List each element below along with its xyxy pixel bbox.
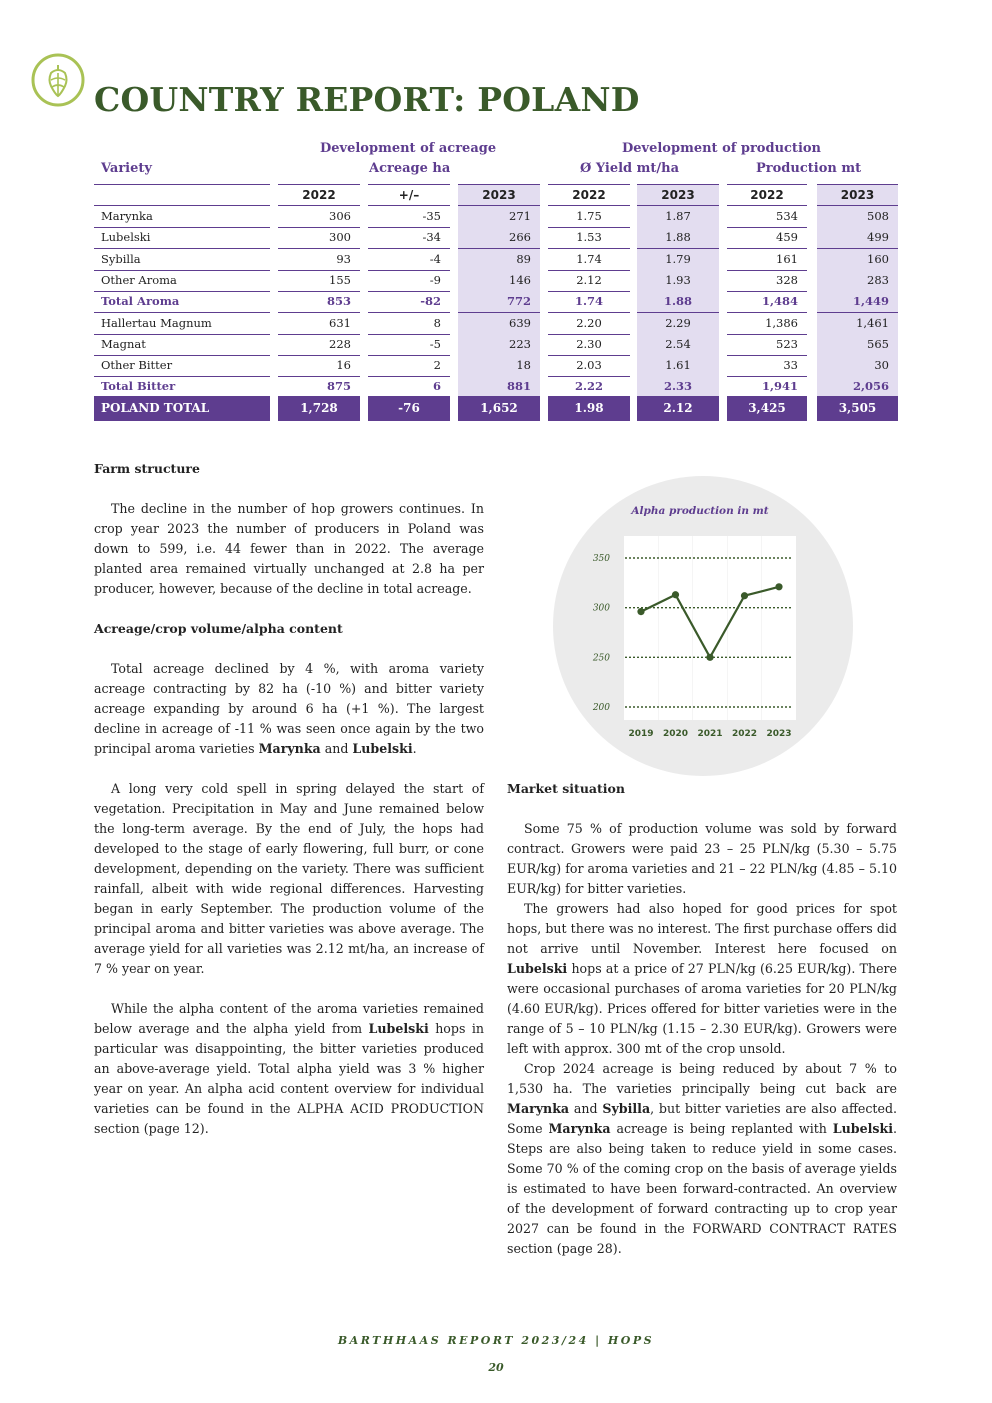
table-total-cell: -76 (368, 396, 450, 421)
column-header: 2023 (637, 185, 719, 206)
column-header: 2023 (458, 185, 540, 206)
table-cell: 1.88 (637, 291, 719, 312)
table-cell: 2.20 (576, 315, 602, 330)
table-total-cell: 1,728 (278, 396, 360, 421)
table-total-cell: 1,652 (458, 396, 540, 421)
table-total-cell: 1.98 (548, 396, 630, 421)
table-cell: 155 (329, 272, 351, 287)
table-cell: -5 (429, 336, 441, 351)
paragraph-acreage-2: A long very cold spell in spring delayed the start of vegetation. Precipitation in May and June remained below the long-term average. By the end of July, the hops had developed to the stage of early flowering, full burr, or cone development, depending on the variety. There was sufficient rainfall, albeit with wide regional differences. Harvesting began in early September. The production volume of the principal aroma and bitter varieties was above average. The average yield for all varieties was 2.12 mt/ha, an increase of 7 % year on year. (94, 781, 484, 976)
section-heading-acreage: Acreage/crop volume/alpha content (94, 621, 343, 636)
table-cell: 6 (432, 379, 441, 394)
paragraph-acreage-1: Total acreage declined by 4 %, with aroma variety acreage contracting by 82 ha (-10 %) and bitter variety acreage expanding by around 6 ha (+1 %). The largest decline in acreage of -11 % was seen once again by the two principal aroma varieties Marynka and Lubelski. (94, 661, 484, 756)
chart-column-band (659, 536, 693, 720)
table-cell: 459 (776, 230, 798, 245)
hop-logo-icon (31, 53, 85, 107)
chart-x-tick-label: 2019 (628, 729, 654, 739)
group-header-acreage: Development of acreage (320, 141, 497, 156)
table-cell: 2.22 (574, 379, 603, 394)
paragraph-market-3: Crop 2024 acreage is being reduced by about 7 % to 1,530 ha. The varieties principally being cut back are Marynka and Sybilla, but bitter varieties are also affected. Some Marynka acreage is being replanted with Lubelski. Steps are also being taken to reduce yield in some cases. Some 70 % of the coming crop on the basis of average yields is estimated to have been forward-contracted. An overview of the development of forward contracting up to crop year 2027 can be found in the FORWARD CONTRACT RATES section (page 28). (507, 1061, 898, 1256)
table-cell: 328 (776, 272, 798, 287)
table-rule (94, 184, 270, 185)
paragraph-farm-structure: The decline in the number of hop growers continues. In crop year 2023 the number of producers in Poland was down to 599, i.e. 44 fewer than in 2022. The average planted area remained virtually unchanged at 2.8 ha per producer, however, because of the decline in total acreage. (94, 501, 484, 596)
column-header: 2023 (817, 185, 898, 206)
chart-column-band (624, 536, 658, 720)
chart-title: Alpha production in mt (631, 505, 769, 517)
group-header-production: Development of production (622, 141, 821, 156)
paragraph-market-1: Some 75 % of production volume was sold by forward contract. Growers were paid 23 – 25 PLN/kg (5.30 – 5.75 EUR/kg) for aroma varieties and 21 – 22 PLN/kg (4.85 – 5.10 EUR/kg) for bitter varieties. (507, 821, 897, 896)
chart-column-band (693, 536, 727, 720)
table-cell: 283 (817, 270, 898, 291)
table-cell: -34 (422, 230, 441, 245)
table-cell: 1.74 (576, 251, 602, 266)
table-cell: 565 (817, 334, 898, 355)
table-cell: 631 (329, 315, 351, 330)
table-cell: 2.12 (576, 272, 602, 287)
table-cell: 875 (326, 379, 351, 394)
table-cell: 300 (329, 230, 351, 245)
table-cell: 881 (458, 376, 540, 397)
table-cell: 89 (458, 249, 540, 270)
table-cell: 523 (776, 336, 798, 351)
chart-x-tick-label: 2020 (662, 729, 689, 739)
chart-x-tick-label: 2023 (766, 729, 792, 739)
table-cell: 2 (433, 358, 441, 373)
table-cell: -4 (429, 251, 441, 266)
table-row-label: Magnat (101, 336, 146, 351)
chart-column-band (762, 536, 796, 720)
chart-column-band (728, 536, 762, 720)
subheader-production: Production mt (756, 161, 862, 176)
table-cell: 271 (458, 206, 540, 227)
chart-y-tick-label: 250 (592, 653, 610, 664)
table-cell: 1.75 (576, 209, 602, 223)
table-cell: 146 (458, 270, 540, 291)
table-cell: 2.03 (576, 358, 602, 373)
table-cell: 1,461 (817, 313, 898, 334)
footer-report-title: BARTHHAAS REPORT 2023/24 | HOPS (337, 1334, 655, 1347)
table-cell: 1.87 (637, 206, 719, 227)
chart-x-tick-label: 2022 (731, 729, 758, 739)
table-cell: 16 (336, 358, 351, 373)
table-cell: 266 (458, 227, 540, 248)
column-header: 2022 (750, 188, 784, 202)
table-cell: 1.93 (637, 270, 719, 291)
table-cell: 18 (458, 355, 540, 376)
chart-x-tick-label: 2021 (697, 729, 723, 739)
chart-y-tick-label: 200 (592, 703, 610, 713)
table-cell: 2.29 (637, 313, 719, 334)
table-cell: 93 (336, 251, 351, 266)
chart-y-tick-label: 300 (592, 603, 610, 614)
chart-y-tick-label: 350 (592, 554, 610, 564)
chart-data-point (672, 591, 679, 598)
subheader-yield: Ø Yield mt/ha (580, 161, 680, 176)
table-cell: 1,386 (765, 315, 798, 330)
table-cell: 33 (783, 358, 798, 373)
page-title: COUNTRY REPORT: POLAND (94, 80, 640, 119)
table-total-cell: 3,425 (727, 396, 807, 421)
paragraph-acreage-3: While the alpha content of the aroma varieties remained below average and the alpha yield from Lubelski hops in particular was disappointing, the bitter varieties produced an above-average yield. Total alpha yield was 3 % higher year on year. An alpha acid content overview for individual varieties can be found in the ALPHA ACID PRODUCTION section (page 12). (94, 1001, 484, 1136)
table-cell: -9 (429, 272, 441, 287)
table-cell: 534 (776, 209, 798, 223)
table-cell: 2.30 (576, 336, 602, 351)
table-cell: 1.79 (637, 249, 719, 270)
table-cell: 8 (433, 315, 441, 330)
variety-column-header: Variety (101, 161, 152, 176)
alpha-production-chart (553, 476, 853, 776)
column-header: 2022 (302, 188, 336, 202)
table-cell: 639 (458, 313, 540, 334)
table-cell: -35 (422, 209, 441, 223)
table-row-label: Hallertau Magnum (101, 315, 212, 330)
table-cell: 161 (776, 251, 798, 266)
table-cell: 1,449 (817, 291, 898, 312)
page-number: 20 (488, 1361, 504, 1374)
table-cell: -82 (420, 294, 441, 309)
subheader-acreage: Acreage ha (369, 161, 451, 176)
table-total-label: POLAND TOTAL (94, 396, 270, 421)
table-cell: 508 (817, 206, 898, 227)
table-cell: 228 (329, 336, 351, 351)
table-row-label: Other Aroma (101, 272, 177, 287)
table-cell: 1.53 (576, 230, 602, 245)
table-cell: 499 (817, 227, 898, 248)
chart-data-point (775, 583, 782, 590)
table-cell: 1.61 (637, 355, 719, 376)
table-cell: 1.74 (574, 294, 603, 309)
column-header: 2022 (572, 188, 606, 202)
table-cell: 853 (326, 294, 351, 309)
paragraph-market-2: The growers had also hoped for good prices for spot hops, but there was no interest. The first purchase offers did not arrive until November. Interest here focused on Lubelski hops at a price of 27 PLN/kg (6.25 EUR/kg). There were occasional purchases of aroma varieties for 20 PLN/kg (4.60 EUR/kg). Prices offered for bitter varieties were in the range of 5 – 10 PLN/kg (1.15 – 2.30 EUR/kg). Growers were left with approx. 300 mt of the crop unsold. (507, 901, 897, 1056)
table-cell: 160 (817, 249, 898, 270)
table-cell: 772 (458, 291, 540, 312)
table-row-label: Sybilla (101, 251, 141, 266)
section-heading-farm-structure: Farm structure (94, 461, 200, 476)
table-cell: 306 (329, 209, 351, 223)
table-row-label: Other Bitter (101, 358, 173, 373)
section-heading-market: Market situation (507, 781, 625, 796)
table-row-label: Marynka (101, 209, 153, 223)
table-cell: 1.88 (637, 227, 719, 248)
table-row-label: Total Aroma (101, 294, 180, 309)
table-cell: 2,056 (817, 376, 898, 397)
table-cell: 1,941 (761, 379, 798, 394)
chart-data-point (637, 608, 644, 615)
chart-data-point (741, 592, 748, 599)
table-cell: 2.54 (637, 334, 719, 355)
table-row-label: Lubelski (101, 230, 151, 245)
table-cell: 2.33 (637, 376, 719, 397)
table-cell: 30 (817, 355, 898, 376)
table-total-cell: 2.12 (637, 396, 719, 421)
table-row-label: Total Bitter (101, 379, 176, 394)
table-total-cell: 3,505 (817, 396, 898, 421)
table-cell: 223 (458, 334, 540, 355)
table-cell: 1,484 (761, 294, 798, 309)
chart-data-point (706, 654, 713, 661)
column-header: +/– (398, 188, 420, 202)
